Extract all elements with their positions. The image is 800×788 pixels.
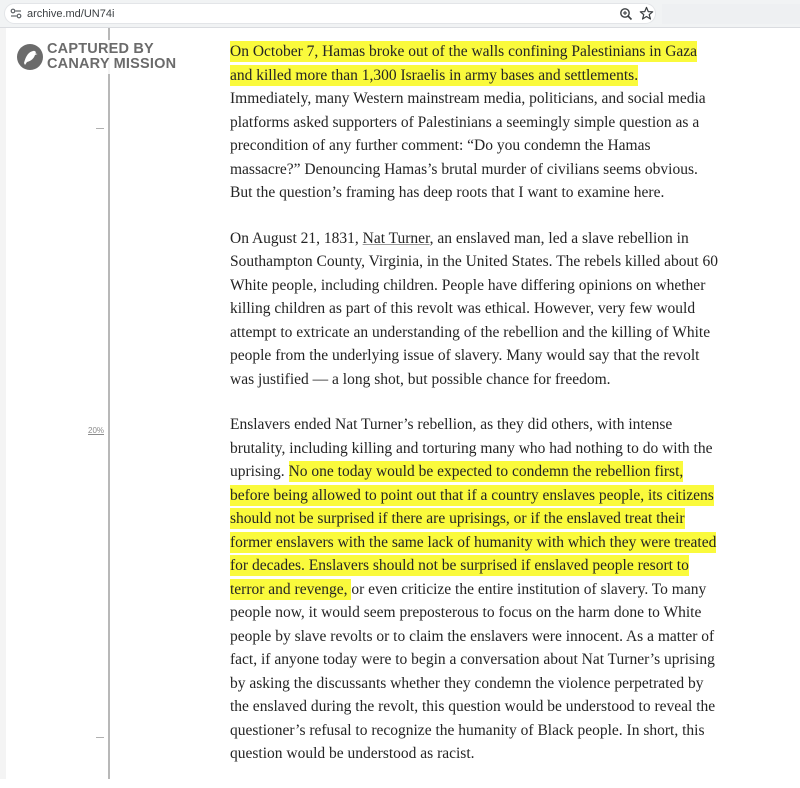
nat-turner-link[interactable]: Nat Turner xyxy=(362,229,430,247)
article-body xyxy=(230,40,720,788)
left-gutter xyxy=(0,28,108,779)
bookmark-star-icon[interactable] xyxy=(639,6,654,21)
zoom-icon[interactable] xyxy=(619,7,633,21)
gutter-tick xyxy=(96,737,104,738)
paragraph-3 xyxy=(230,413,720,766)
watermark xyxy=(12,40,177,74)
paragraph-1 xyxy=(230,40,720,205)
scroll-percent-label[interactable]: 20% xyxy=(88,426,105,435)
paragraph-text: Enslavers ended Nat Turner’s rebellion, as they did others, with intense brutality, including killing and torturing many who had nothing to do with the uprising. xyxy=(230,416,713,480)
highlighted-text: On October 7, Hamas broke out of the walls confining Palestinians in Gaza and killed more than 1,300 Israelis in army bases and settlements. xyxy=(230,43,698,84)
site-info-icon[interactable] xyxy=(10,8,22,19)
paragraph-text: or even criticize the entire institution of slavery. To many people now, it would seem preposterous to focus on the harm done to White people by slave revolts or to claim the enslavers were innocent. As a matter of fact, if anyone today were to begin a conversation about Nat Turner’s uprising by asking the discussants whether they condemn the violence perpetrated by the enslaved during the revolt, this question would be understood to reveal the questioner’s refusal to recognize the humanity of Black people. In short, this question would be understood as racist. xyxy=(230,580,716,762)
paragraph-text: On August 21, 1831, xyxy=(230,229,363,247)
gutter-tick xyxy=(96,128,104,129)
gutter-border xyxy=(108,28,110,779)
browser-address-bar xyxy=(0,0,800,28)
canary-logo-icon xyxy=(16,43,44,71)
toolbar-area xyxy=(662,4,800,24)
highlighted-text: No one today would be expected to condemn the rebellion first, before being allowed to point out that if a country enslaves people, its citizens should not be surprised if there are uprisings, or if the enslaved treat their former enslavers with the same lack of humanity with which they were treated for decades. Enslavers should not be surprised if enslaved people resort to terror and revenge, xyxy=(230,463,717,598)
omnibox[interactable] xyxy=(4,3,656,24)
paragraph-text: , an enslaved man, led a slave rebellion in Southampton County, Virginia, in the United States. The rebels killed about 60 White people, including children. People have differing opinions on whether killing children as part of this revolt was ethical. However, very few would attempt to extricate an understanding of the rebellion and the killing of White people from the underlying issue of slavery. Many would say that the revolt was justified — a long shot, but possible chance for freedom. xyxy=(230,229,718,388)
watermark-text xyxy=(47,42,176,72)
watermark-line2: CANARY MISSION xyxy=(47,56,177,72)
paragraph-text: Immediately, many Western mainstream media, politicians, and social media platforms asked supporters of Palestinians a seemingly simple question as a precondition of any further comment: “Do you condemn the Hamas massacre?” Denouncing Hamas’s brutal murder of civilians seems obvious. But the question’s framing has deep roots that I want to examine here. xyxy=(230,90,706,201)
scroll-track[interactable] xyxy=(0,28,6,779)
watermark-line1: CAPTURED BY xyxy=(47,41,154,57)
url-text[interactable]: archive.md/UN74i xyxy=(27,8,115,20)
paragraph-2 xyxy=(230,227,720,392)
